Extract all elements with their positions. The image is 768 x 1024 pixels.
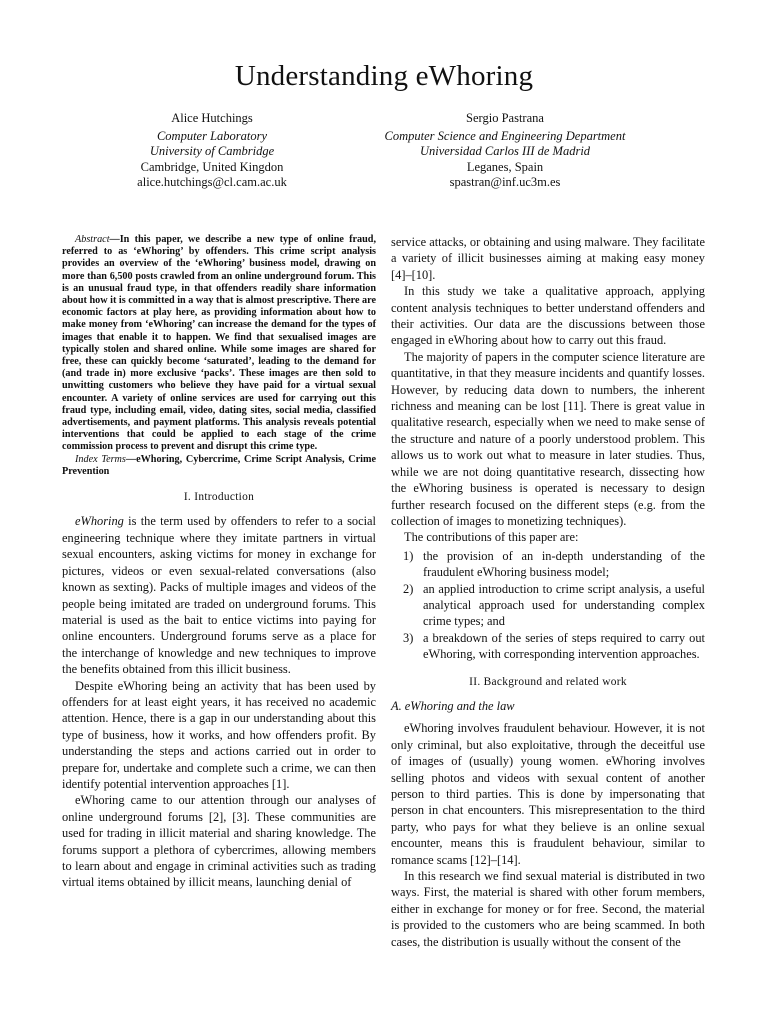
abstract-text: —In this paper, we describe a new type of online fraud, referred to as ‘eWhoring’ by offenders. This crime script analysis provides an overview of the ‘eWhoring’ business model, drawing on more than 6,500 posts crawled from an online underground forum. This is an unusual fraud type, in that offenders readily share information about how it is committed in a way that is almost prescriptive. There are economic factors at play here, as providing information about how to make money from ‘eWhoring’ can increase the demand for the types of images that enable it to happen. We find that sexualised images are typically stolen and shared online. While some images are shared for free, these can quickly become ‘saturated’, leading to the demand for (and trade in) more exclusive ‘packs’. These images are then sold to unwitting customers who believe they have paid for a virtual sexual encounter. A variety of online services are used for carrying out this fraud type, including email, video, dating sites, social media, classified advertisements, and payment platforms. This analysis reveals potential interventions that could be applied to each stage of the crime commission process to prevent and disrupt this crime type. [62, 234, 376, 453]
author-name: Alice Hutchings [171, 111, 253, 125]
index-terms [62, 454, 376, 478]
list-item-text: an applied introduction to crime script analysis, a useful analytical approach used for understanding complex crime types; and [423, 581, 705, 629]
index-terms-text: —eWhoring, Cybercrime, Crime Script Analysis, Crime Prevention [62, 453, 376, 477]
section-heading-background: II. Background and related work [469, 675, 627, 688]
term-ewhoring: eWhoring [75, 514, 124, 529]
right-column [391, 234, 705, 950]
author-block-1 [84, 111, 340, 191]
list-item [391, 548, 705, 581]
paragraph: In this research we find sexual material is distributed in two ways. First, the material is shared with other forum members, either in exchange for money or for free. Second, the material is provided to the customers who are being scammed. In both cases, the distribution is usually without the consent of the [391, 869, 705, 949]
paragraph: eWhoring came to our attention through our analyses of online underground forums [2], [3]. These communities are used for trading in illicit material and sharing knowledge. The forums support a plethora of cybercrimes, allowing members to learn about and engage in criminal activities such as trading virtual items obtained by illicit means, launching denial of [62, 793, 376, 890]
author-institution: University of Cambridge [149, 144, 275, 158]
author-email: spastran@inf.uc3m.es [449, 175, 561, 189]
list-number: 3) [403, 630, 414, 645]
paragraph: The majority of papers in the computer science literature are quantitative, in that they measure incidents and quantify losses. However, by reducing data down to numbers, the inherent richness and meaning can be lost [11]. There is great value in qualitative research, especially when we need to make sense of the structure and nature of a poorly understood problem. This allows us to work out what to measure in later studies. Thus, while we are not doing quantitative research, dissecting how the eWhoring business is operated is necessary to design further research focused on the different steps (e.g. from the collection of images to monetizing techniques). [391, 349, 705, 528]
section-heading-introduction: I. Introduction [183, 491, 255, 504]
left-column [62, 234, 376, 891]
abstract [62, 234, 376, 454]
author-block-2 [360, 111, 650, 191]
paragraph: Despite eWhoring being an activity that has been used by offenders for at least eight years, it has received no academic attention. Hence, there is a gap in our understanding about this type of business, how it works, and how offenders profit. By understanding the steps and actions carried out in order to prepare for, undertake and complete such a crime, we can then identify potential intervention approaches [1]. [62, 678, 376, 791]
subsection-heading: A. eWhoring and the law [391, 698, 515, 713]
author-department: Computer Laboratory [156, 128, 268, 143]
paragraph: service attacks, or obtaining and using malware. They facilitate a variety of illicit businesses aiming at making easy money [4]–[10]. [391, 235, 705, 282]
list-item-text: a breakdown of the series of steps required to carry out eWhoring, with corresponding intervention approaches. [423, 630, 705, 662]
contributions-list [391, 548, 705, 663]
abstract-label: Abstract [75, 234, 110, 245]
paragraph: In this study we take a qualitative approach, applying content analysis techniques to better understand offenders and their activities. Our data are the discussions between those engaged in eWhoring about how to carry out this fraud. [391, 284, 705, 348]
paper-title: Understanding eWhoring [234, 60, 534, 92]
paragraph-text: is the term used by offenders to refer to a social engineering technique where they imitate partners in virtual sexual encounters, asking victims for money in exchange for pictures, videos or even sexual-related conversations (also known as sexting). Packs of multiple images and videos of the people being imitated are traded on underground forums. This material is used as the bait to entice victims into paying for online encounters. Underground forums serve as a place for the interchange of knowledge and new techniques to improve the benefits obtained from this illicit business. [62, 514, 376, 677]
list-number: 2) [403, 581, 414, 596]
paragraph [62, 513, 376, 677]
list-item [391, 581, 705, 630]
author-location: Leganes, Spain [466, 159, 544, 174]
list-number: 1) [403, 548, 414, 563]
author-department: Computer Science and Engineering Department [384, 128, 626, 143]
list-item-text: the provision of an in-depth understanding of the fraudulent eWhoring business model; [423, 548, 705, 580]
list-item [391, 630, 705, 663]
author-name: Sergio Pastrana [466, 111, 544, 125]
contributions-intro: The contributions of this paper are: [404, 530, 579, 545]
author-institution: Universidad Carlos III de Madrid [419, 144, 591, 158]
paragraph: eWhoring involves fraudulent behaviour. However, it is not only criminal, but also exploitative, through the deceitful use of images of (usually) young women. eWhoring involves selling photos and videos with sexual content of another person to third parties. This is done by impersonating that person in chat encounters. This misrepresentation to the third party, who pays for what they believe is an online sexual encounter, means this is fraudulent behaviour, similar to romance scams [12]–[14]. [391, 721, 705, 867]
author-email: alice.hutchings@cl.cam.ac.uk [137, 175, 287, 189]
index-terms-label: Index Terms [75, 453, 126, 465]
author-location: Cambridge, United Kingdon [140, 159, 284, 174]
